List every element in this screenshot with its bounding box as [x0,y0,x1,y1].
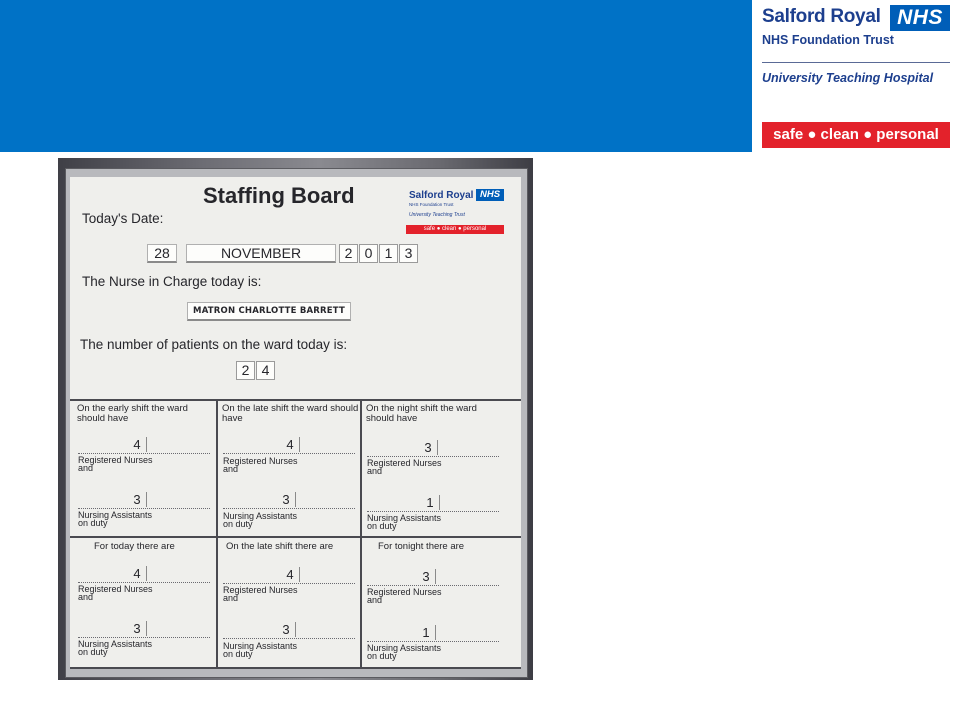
grid-line [216,399,218,669]
dotted-line [367,585,499,586]
board-logo [406,188,506,236]
logo-trust: NHS Foundation Trust [762,33,894,47]
nurses-label: Registered Nurses [223,456,298,466]
cell-heading: On the late shift the ward should have [222,403,359,424]
cell-heading: For tonight there are [378,541,465,552]
nhs-badge: NHS [890,5,950,31]
staffing-cell-night-actual [363,540,505,672]
dotted-line [78,582,210,583]
nurse-in-charge-name: MATRON CHARLOTTE BARRETT [187,302,351,321]
assistants-label: Nursing Assistants [367,643,442,653]
staffing-cell-early-planned [74,402,216,534]
on-duty-label: on duty [78,647,108,657]
logo-name: Salford Royal [762,6,881,27]
dotted-line [223,638,355,639]
date-day: 28 [147,244,177,263]
dotted-line [78,453,210,454]
and-label: and [223,464,239,474]
assistants-count: 1 [421,495,440,510]
nurses-count: 4 [281,567,300,582]
staffing-cell-today-actual [74,540,216,672]
patients-digit: 4 [256,361,275,380]
hospital-logo [752,0,960,152]
assistants-count: 3 [277,622,296,637]
date-label: Today's Date: [82,211,164,226]
nurses-count: 3 [419,440,438,455]
assistants-count: 3 [128,621,147,636]
date-year-digit: 1 [379,244,398,263]
assistants-label: Nursing Assistants [223,511,298,521]
staffing-board-photo [58,158,533,680]
nurses-count: 4 [128,566,147,581]
nurses-label: Registered Nurses [367,458,442,468]
board-logo-trust: NHS Foundation Trust [409,202,454,207]
on-duty-label: on duty [78,518,108,528]
on-duty-label: on duty [223,649,253,659]
staffing-cell-late-actual [219,540,361,672]
grid-line [70,399,521,401]
nurses-count: 4 [128,437,147,452]
logo-motto: safe ● clean ● personal [762,122,950,148]
cell-heading: On the early shift the ward should have [77,403,188,424]
nurses-label: Registered Nurses [78,455,153,465]
date-year-digit: 2 [339,244,358,263]
board-logo-motto: safe ● clean ● personal [406,225,504,234]
cell-heading: On the late shift there are [226,541,334,552]
assistants-label: Nursing Assistants [78,510,153,520]
on-duty-label: on duty [223,519,253,529]
assistants-count: 3 [128,492,147,507]
patients-label: The number of patients on the ward today is: [80,337,348,352]
date-month: NOVEMBER [186,244,336,263]
dotted-line [78,508,210,509]
date-year-digit: 3 [399,244,418,263]
dotted-line [367,641,499,642]
and-label: and [367,595,383,605]
cell-heading: For today there are [94,541,175,552]
logo-divider [762,62,950,63]
assistants-count: 1 [417,625,436,640]
staffing-cell-late-planned [219,402,361,534]
dotted-line [78,637,210,638]
dotted-line [223,453,355,454]
board-logo-name: Salford Royal [409,190,474,201]
assistants-label: Nursing Assistants [78,639,153,649]
and-label: and [223,593,239,603]
dotted-line [367,456,499,457]
dotted-line [367,511,499,512]
staffing-board [70,177,521,669]
nurses-count: 4 [281,437,300,452]
logo-subtitle: University Teaching Hospital [762,71,934,85]
board-logo-badge: NHS [476,189,504,201]
nurses-label: Registered Nurses [78,584,153,594]
assistants-count: 3 [277,492,296,507]
and-label: and [78,463,94,473]
cell-heading: On the night shift the ward should have [366,403,477,424]
on-duty-label: on duty [367,651,397,661]
nurses-label: Registered Nurses [223,585,298,595]
header-band [0,0,752,152]
on-duty-label: on duty [367,521,397,531]
date-year-digit: 0 [359,244,378,263]
assistants-label: Nursing Assistants [223,641,298,651]
grid-line [70,536,521,538]
dotted-line [223,583,355,584]
and-label: and [78,592,94,602]
and-label: and [367,466,383,476]
nurse-in-charge-label: The Nurse in Charge today is: [82,274,262,289]
assistants-label: Nursing Assistants [367,513,442,523]
nurses-label: Registered Nurses [367,587,442,597]
board-logo-subtitle: University Teaching Trust [409,212,465,218]
board-title: Staffing Board [203,183,355,208]
nurses-count: 3 [417,569,436,584]
staffing-cell-night-planned [363,402,505,534]
patients-digit: 2 [236,361,255,380]
dotted-line [223,508,355,509]
